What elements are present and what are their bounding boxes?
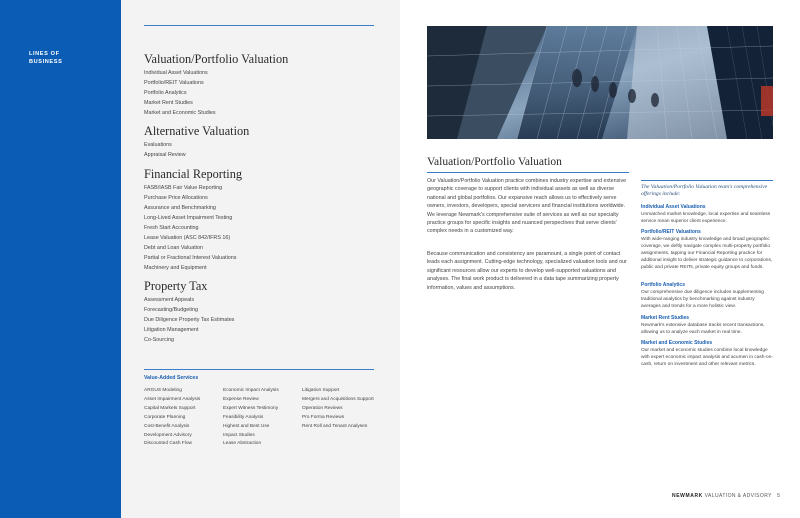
list-item: Economic Impact Analysis <box>223 388 279 393</box>
list-item: Partial or Fractional Interest Valuations <box>144 255 237 261</box>
list-item: Litigation Support <box>302 388 340 393</box>
section-title: Financial Reporting <box>144 167 243 181</box>
offering-item <box>641 229 773 271</box>
list-item: Operation Reviews <box>302 405 343 411</box>
list-item: Highest and Best Use <box>223 423 270 429</box>
section-property-tax <box>144 279 234 345</box>
offering-heading: Portfolio Analytics <box>641 282 685 288</box>
divider <box>427 172 629 173</box>
list-item: Long-Lived Asset Impairment Testing <box>144 215 233 221</box>
offering-text: With wide-ranging industry knowledge and broad geographic coverage, we deftly navigate complex multi-property portfolio assignments, tapping our Financial Reporting practice for additional insight to deliver strategic guidance to corporations, public and private REITs, private equity groups and funds. <box>641 237 773 270</box>
section-financial <box>144 167 242 273</box>
list-item: Purchase Price Allocations <box>144 195 208 201</box>
offering-text: Newmark's extensive database tracks recent transactions, allowing us to analyze each market in real time. <box>641 323 765 335</box>
section-title: Alternative Valuation <box>144 124 250 138</box>
list-item: Lease Abstraction <box>223 441 262 447</box>
list-item: Development Advisory <box>144 432 192 438</box>
offering-text: Unmatched market knowledge, local expertise and seamless service mean superior client experience. <box>641 212 771 224</box>
section-title: Property Tax <box>144 279 208 293</box>
list-item: Capital Markets Support <box>144 405 196 411</box>
list-item: Co-Sourcing <box>144 337 174 343</box>
list-item: Fresh Start Accounting <box>144 225 199 231</box>
divider <box>641 180 773 181</box>
section-alternative <box>144 124 249 160</box>
list-item: Evaluations <box>144 142 172 148</box>
list-item: Lease Valuation (ASC 842/IFRS 16) <box>144 235 231 241</box>
section-title: Valuation/Portfolio Valuation <box>144 52 289 66</box>
list-item: Pro Forma Reviews <box>302 414 345 420</box>
offering-heading: Market Rent Studies <box>641 315 690 321</box>
service-list <box>144 140 249 160</box>
service-list <box>144 68 288 118</box>
list-item: Portfolio Analytics <box>144 90 187 96</box>
list-item: Asset Impairment Analysis <box>144 396 201 402</box>
offering-text: Our market and economic studies combine local knowledge with expert economic impact analysis and acumen in cash-on-cash, return on investment and other relevant metrics. <box>641 348 773 367</box>
offering-item <box>641 204 773 225</box>
value-added-column <box>223 387 279 449</box>
sidebar-band <box>0 0 121 518</box>
list-item: Assessment Appeals <box>144 297 195 303</box>
list-item: Market and Economic Studies <box>144 110 216 116</box>
city-skyline-photo <box>427 26 773 139</box>
list-item: Feasibility Analysis <box>223 414 264 420</box>
list-item: Litigation Management <box>144 327 199 333</box>
offering-item <box>641 315 773 336</box>
brand-name: NEWMARK <box>672 493 703 499</box>
offering-item <box>641 282 773 310</box>
footer-section: VALUATION & ADVISORY <box>704 493 772 499</box>
list-item: Impact Studies <box>223 432 255 438</box>
page-title: Valuation/Portfolio Valuation <box>427 156 562 168</box>
offering-item <box>641 340 773 368</box>
lines-of-business-label: LINES OF BUSINESS <box>29 51 63 65</box>
divider <box>144 25 374 26</box>
offering-heading: Individual Asset Valuations <box>641 204 706 210</box>
divider <box>144 369 374 370</box>
list-item: Machinery and Equipment <box>144 265 207 271</box>
body-paragraph: Because communication and consistency are paramount, a single point of contact leads each assignment. Cutting-edge technology, specialized valuation tools and our significant resources allow our experts to develop well-supported valuations and analyses. The final work product is delivered in a data tape summarizing property information, values and assumptions. <box>427 251 627 291</box>
body-paragraph: Our Valuation/Portfolio Valuation practice combines industry expertise and extensive geographic coverage to support clients with individual assets as well as diverse national and global portfolios. Our expansive reach allows us to effectively serve owners, investors, developers, special servicers and financial institutions worldwide. We leverage Newmark's comprehensive suite of services as well as our specialty practice groups for specific insights and nuanced perspectives that serve clients' complex needs in a customized way. <box>427 178 627 235</box>
list-item: Portfolio/REIT Valuations <box>144 80 204 86</box>
list-item: Corporate Planning <box>144 414 186 420</box>
service-list <box>144 295 234 345</box>
list-item: Forecasting/Budgeting <box>144 307 198 313</box>
list-item: Expert Witness Testimony <box>223 405 279 411</box>
list-item: FASB/IASB Fair Value Reporting <box>144 185 223 191</box>
list-item: Cost-Benefit Analysis <box>144 423 190 429</box>
offering-heading: Portfolio/REIT Valuations <box>641 229 701 235</box>
list-item: Rent Roll and Tenant Analyses <box>302 423 368 429</box>
right-page <box>400 0 800 518</box>
list-item: Expense Review <box>223 396 259 402</box>
offerings-intro: The Valuation/Portfolio Valuation team's comprehensive offerings include: <box>641 184 768 198</box>
list-item: Debt and Loan Valuation <box>144 245 203 251</box>
list-item: Market Rent Studies <box>144 100 193 106</box>
left-page <box>121 0 400 518</box>
value-added-column <box>302 387 380 432</box>
page-number: 5 <box>777 493 781 499</box>
offering-text: Our comprehensive due diligence includes supplementing traditional analytics by benchmarking against industry averages and trends for a more holistic view. <box>641 290 764 309</box>
list-item: Mergers and Acquisitions Support <box>302 396 374 402</box>
section-valuation <box>144 52 288 118</box>
list-item: Individual Asset Valuations <box>144 70 208 76</box>
list-item: Appraisal Review <box>144 152 186 158</box>
page-footer <box>672 493 780 499</box>
offering-heading: Market and Economic Studies <box>641 340 713 346</box>
list-item: Due Diligence Property Tax Estimates <box>144 317 235 323</box>
value-added-title: Value-Added Services <box>144 375 199 381</box>
list-item: ARGUS Modeling <box>144 388 182 393</box>
service-list <box>144 183 242 273</box>
list-item: Assurance and Benchmarking <box>144 205 216 211</box>
value-added-column <box>144 387 200 449</box>
list-item: Discounted Cash Flow <box>144 441 192 447</box>
